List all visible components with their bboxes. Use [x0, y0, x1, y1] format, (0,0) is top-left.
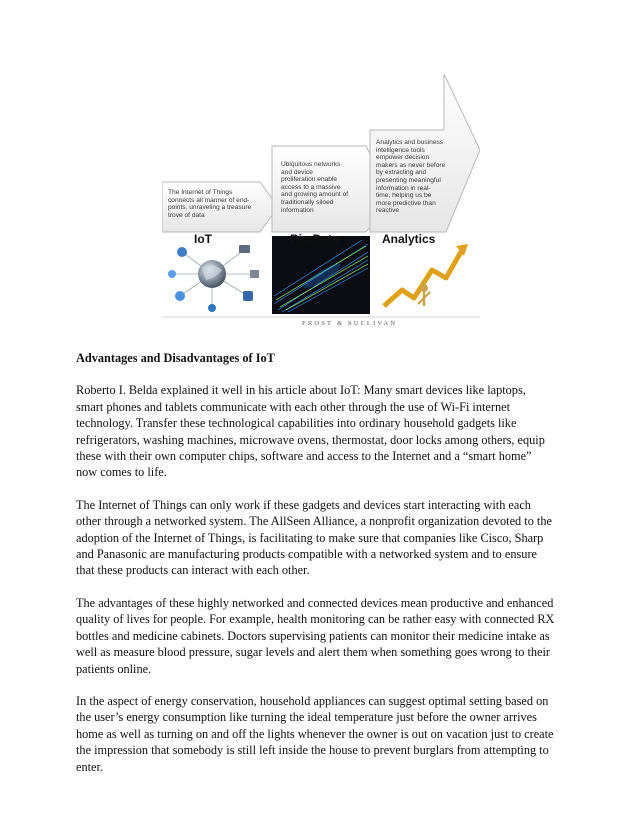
paragraphs: [76, 382, 566, 775]
analytics-image: [376, 236, 472, 314]
paragraph-line: now comes to life.: [76, 465, 167, 480]
bigdata-label: Big Data: [290, 232, 339, 246]
paragraph-line: these with their own computer chips, software and access to the Internet and a “smart home”: [76, 449, 532, 464]
iot-description: The Internet of Things connects all manner of end- points, unraveling a treasure trove of data: [168, 189, 252, 219]
paragraph-line: the user’s energy consumption like turning the ideal temperature just before the owner arrives: [76, 710, 537, 725]
section-heading: Advantages and Disadvantages of IoT: [76, 351, 275, 365]
paragraph-line: home as well as turning on and off the lights whenever the owner is out on vacation just to create: [76, 726, 554, 741]
paragraph-line: and Panasonic are manufacturing products compatible with a networked system and to ensure: [76, 547, 537, 562]
iot-label: IoT: [194, 232, 212, 246]
paragraph-line: enter.: [76, 759, 103, 774]
document-body: [76, 350, 566, 791]
paragraph-line: quality of lives for people. For example, health monitoring can be rather easy with connected RX: [76, 612, 555, 627]
bigdata-description: Ubiquitous networks and device proliferation enable access to a massive and growing amount of traditionally siloed information: [281, 161, 349, 214]
paragraph-2: [76, 497, 566, 579]
paragraph-line: adoption of the Internet of Things, is facilitating to make sure that companies like Cisco, Sharp: [76, 530, 544, 545]
paragraph-line: refrigerators, washing machines, microwave ovens, thermostat, door locks among others, equip: [76, 432, 545, 447]
paragraph-line: the impression that somebody is still left inside the house to prevent burglars from attempting to: [76, 743, 549, 758]
paragraph-line: that these products can interact with each other.: [76, 563, 310, 578]
paragraph-line: smart phones and tablets communicate with each other through the use of Wi-Fi internet: [76, 399, 510, 414]
paragraph-line: well as measure blood pressure, sugar levels and alert them when something goes wrong to their: [76, 645, 550, 660]
paragraph-line: Roberto I. Belda explained it well in his article about IoT: Many smart devices like laptops,: [76, 383, 526, 398]
paragraph-line: The advantages of these highly networked and connected devices mean productive and enhanced: [76, 595, 554, 610]
paragraph-4: [76, 693, 566, 775]
paragraph-line: other through a networked system. The AllSeen Alliance, a nonprofit organization devoted to the: [76, 514, 552, 529]
paragraph-line: technology. Transfer these technological capabilities into ordinary household gadgets like: [76, 416, 517, 431]
paragraph-line: patients online.: [76, 661, 152, 676]
analytics-description: Analytics and business intelligence tools empower decision makers as never before by extracting and presenting meaningful information in real- time, helping us be more predictive than reactive: [376, 139, 446, 215]
paragraph-line: In the aspect of energy conservation, household appliances can suggest optimal setting based on: [76, 693, 549, 708]
iot-network-image: [166, 238, 264, 312]
paragraph-line: The Internet of Things can only work if these gadgets and devices start interacting with each: [76, 497, 531, 512]
figure-credit: FROST & SULLIVAN: [302, 320, 398, 327]
paragraph-3: [76, 595, 566, 677]
iot-bigdata-analytics-figure: [162, 74, 480, 332]
paragraph-1: [76, 382, 566, 480]
analytics-label: Analytics: [382, 232, 436, 246]
paragraph-line: bottles and medicine cabinets. Doctors supervising patients can monitor their medicine intake as: [76, 628, 550, 643]
bigdata-image: [272, 236, 370, 314]
